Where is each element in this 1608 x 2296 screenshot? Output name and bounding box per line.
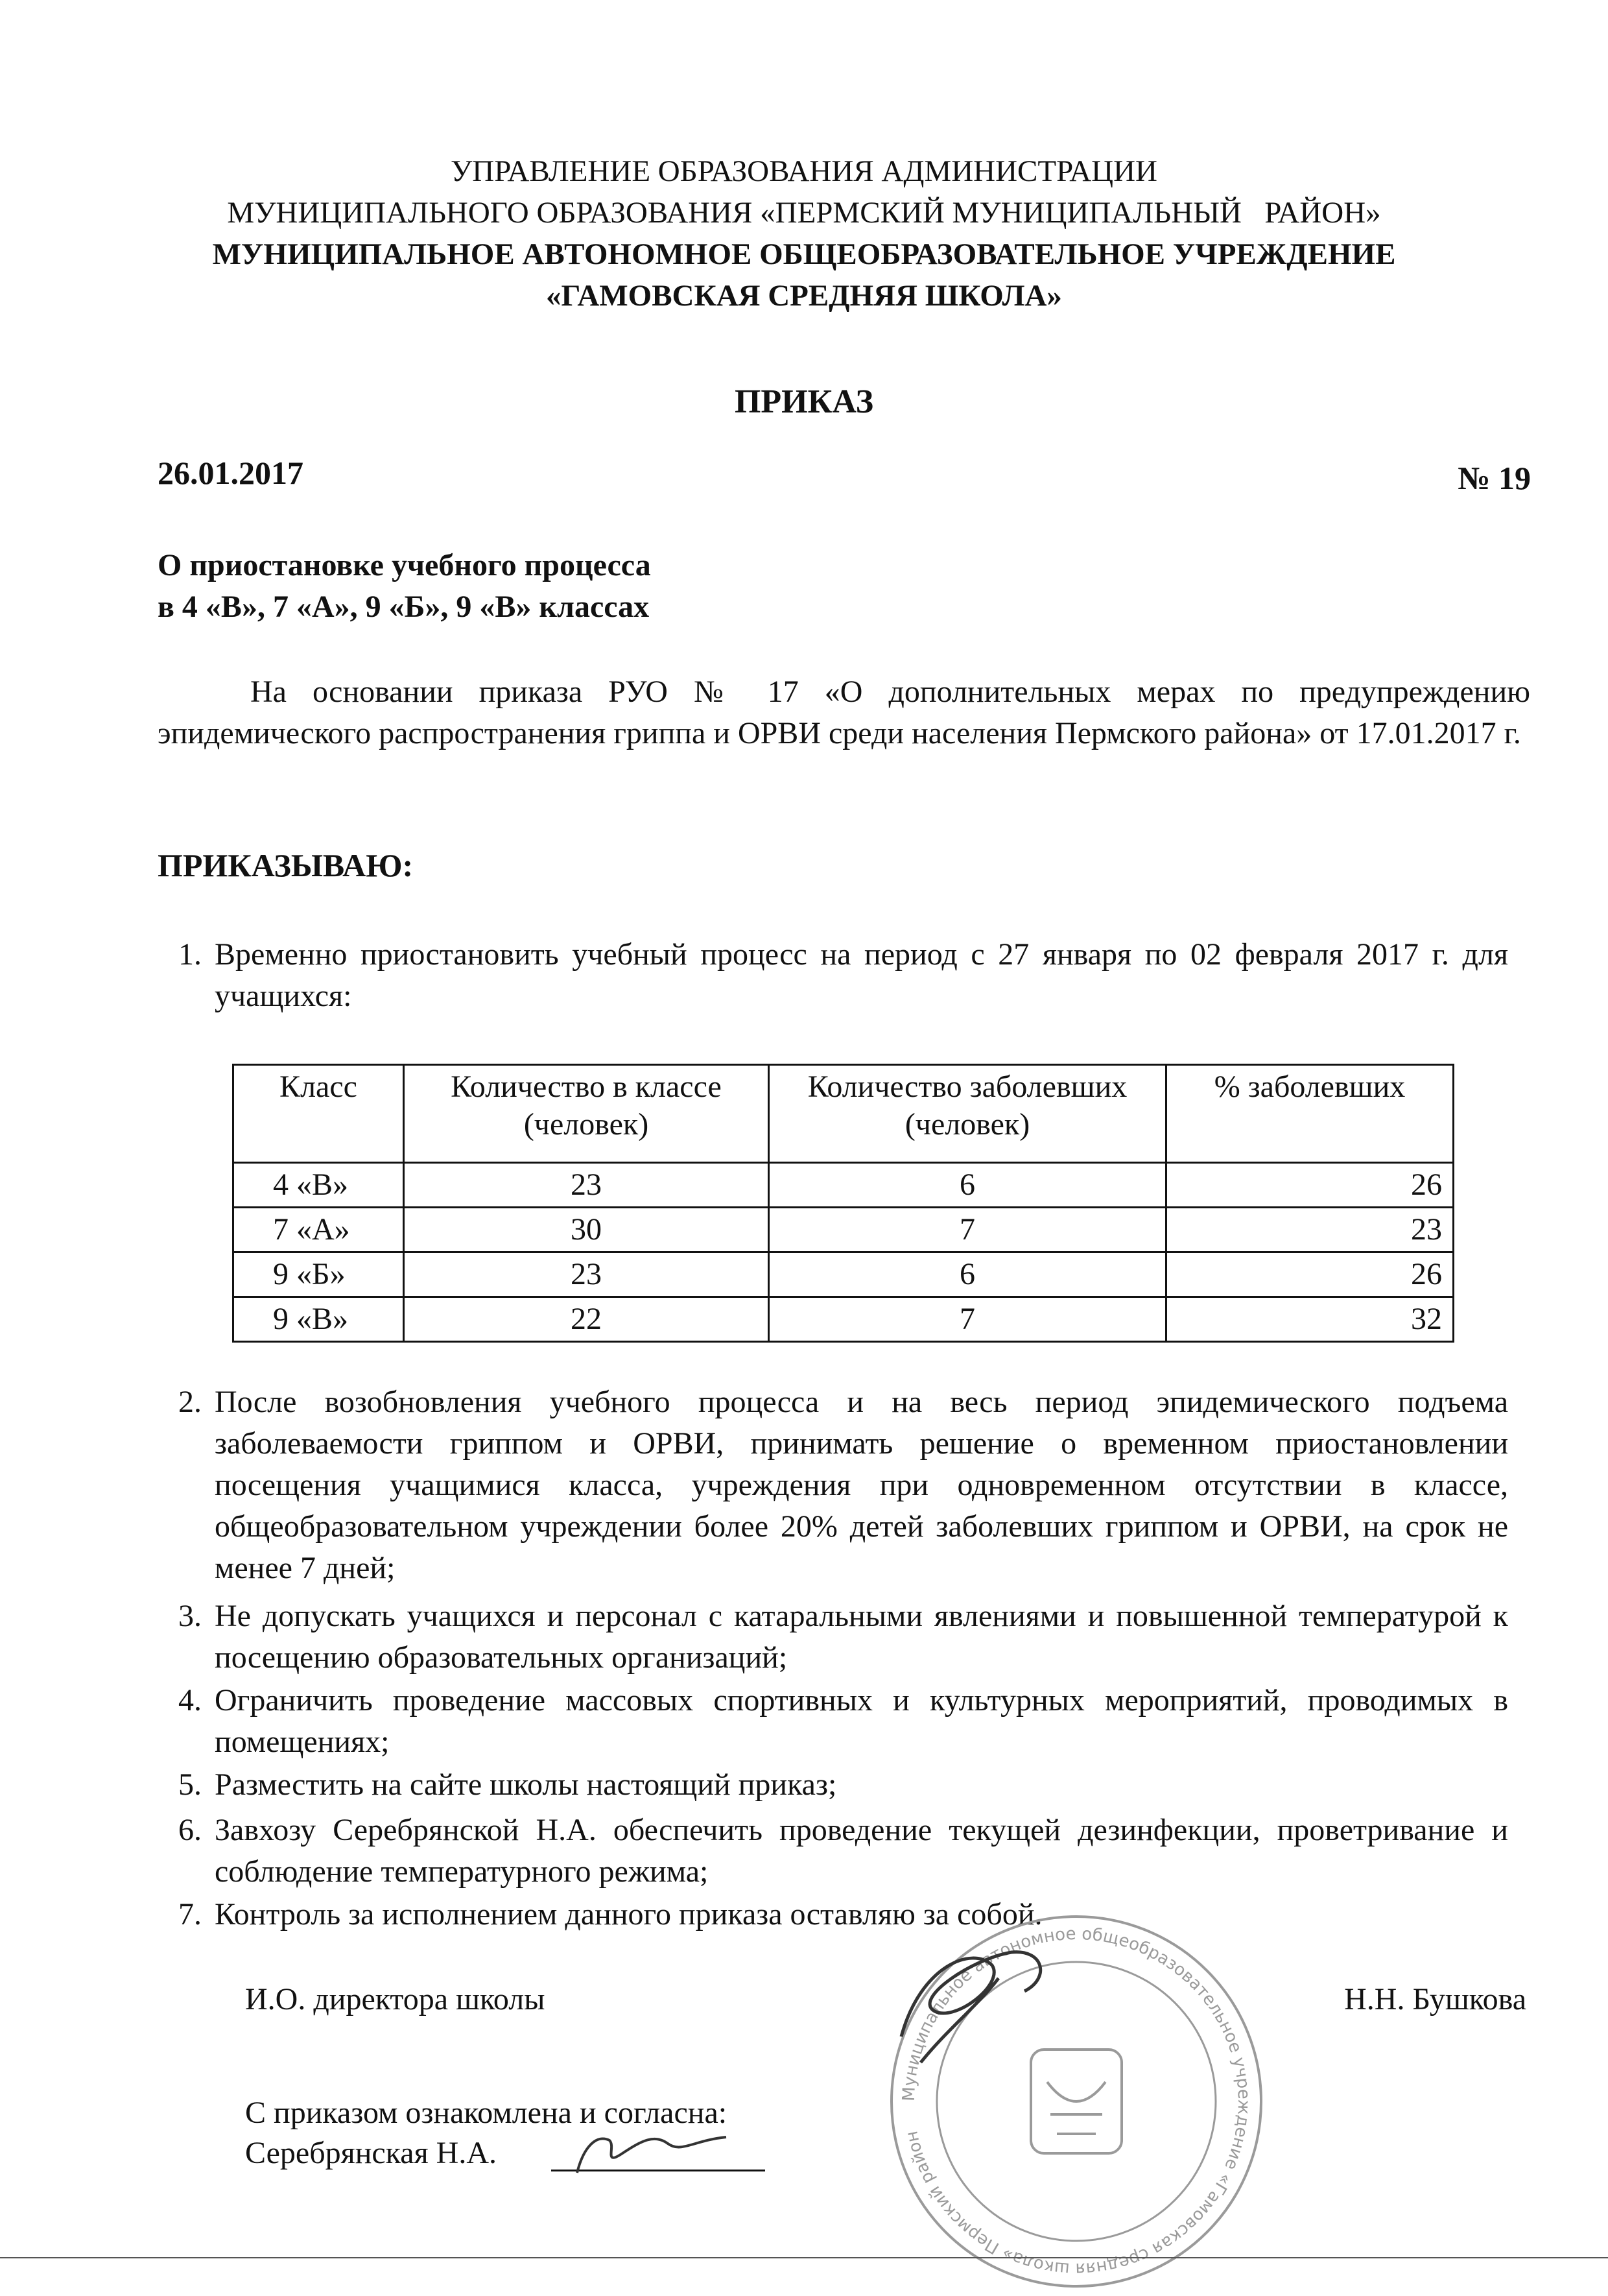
acknowledgement-name: Серебрянская Н.А. <box>245 2136 497 2170</box>
table-cell: 7 «А» <box>233 1208 404 1252</box>
list-item-text: Завхозу Серебрянской Н.А. обеспечить проведение текущей дезинфекции, проветривание и соблюдение температурного режима; <box>215 1813 1508 1889</box>
subject-line-1: О приостановке учебного процесса <box>158 548 651 582</box>
subject-line-2: в 4 «В», 7 «А», 9 «Б», 9 «В» классах <box>158 590 650 624</box>
acknowledgement-signature <box>571 2121 739 2179</box>
table-header-cell: Класс <box>233 1065 404 1163</box>
table-cell: 6 <box>769 1163 1166 1208</box>
table-cell: 9 «В» <box>233 1297 404 1342</box>
header-line-2: МУНИЦИПАЛЬНОГО ОБРАЗОВАНИЯ «ПЕРМСКИЙ МУНИЦИПАЛЬНЫЙ РАЙОН» <box>227 196 1381 230</box>
organization-header <box>0 150 1608 317</box>
list-item-text: Контроль за исполнением данного приказа оставляю за собой. <box>215 1897 1043 1931</box>
order-number: № 19 <box>1458 460 1531 496</box>
header-line-1: УПРАВЛЕНИЕ ОБРАЗОВАНИЯ АДМИНИСТРАЦИИ <box>451 154 1157 188</box>
list-item-number: 6. <box>178 1813 202 1847</box>
table-cell: 26 <box>1166 1163 1454 1208</box>
table-row <box>233 1163 1454 1208</box>
table-header-cell: Количество в классе (человек) <box>404 1065 769 1163</box>
acknowledgement-text: С приказом ознакомлена и согласна: <box>245 2096 727 2130</box>
list-item-number: 5. <box>178 1767 202 1802</box>
table-row <box>233 1208 1454 1252</box>
order-date: 26.01.2017 <box>158 455 303 491</box>
order-word: ПРИКАЗЫВАЮ: <box>158 847 414 883</box>
order-basis: На основании приказа РУО № 17 «О дополнительных мерах по предупреждению эпидемического распространения гриппа и ОРВИ среди населения Пермского района» от 17.01.2017 г. <box>158 675 1530 750</box>
list-item-text: Разместить на сайте школы настоящий приказ; <box>215 1767 837 1802</box>
table-cell: 26 <box>1166 1252 1454 1297</box>
list-item-text: Временно приостановить учебный процесс на период с 27 января по 02 февраля 2017 г. для учащихся: <box>215 937 1508 1013</box>
table-cell: 22 <box>404 1297 769 1342</box>
table-cell: 6 <box>769 1252 1166 1297</box>
list-item-text: Не допускать учащихся и персонал с катаральными явлениями и повышенной температурой к посещению образовательных организаций; <box>215 1599 1508 1675</box>
table-cell: 4 «В» <box>233 1163 404 1208</box>
table-cell: 7 <box>769 1208 1166 1252</box>
header-line-3: МУНИЦИПАЛЬНОЕ АВТОНОМНОЕ ОБЩЕОБРАЗОВАТЕЛЬНОЕ УЧРЕЖДЕНИЕ <box>212 237 1396 271</box>
table-cell: 30 <box>404 1208 769 1252</box>
table-cell: 23 <box>1166 1208 1454 1252</box>
list-item-number: 3. <box>178 1599 202 1633</box>
list-item-number: 1. <box>178 937 202 972</box>
table-cell: 23 <box>404 1163 769 1208</box>
order-subject <box>158 545 651 628</box>
stamp-ring-text: Муниципальное автономное общеобразовательное учреждение «Гамовская средняя школа» Пермский район <box>899 1924 1254 2279</box>
header-line-4: «ГАМОВСКАЯ СРЕДНЯЯ ШКОЛА» <box>546 279 1062 313</box>
page-bottom-rule <box>0 2257 1608 2258</box>
list-item-number: 7. <box>178 1897 202 1931</box>
table-cell: 7 <box>769 1297 1166 1342</box>
list-item-text: После возобновления учебного процесса и на весь период эпидемического подъема заболеваемости гриппом и ОРВИ, принимать решение о временном приостановлении посещения учащимися класса, учреждения при одновременном отсутствии в классе, общеобразовательном учреждении более 20% детей заболевших гриппом и ОРВИ, на срок не менее 7 дней; <box>215 1385 1508 1585</box>
signatory-name: Н.Н. Бушкова <box>1344 1982 1526 2016</box>
table-row <box>233 1252 1454 1297</box>
table-header-cell: Количество заболевших (человек) <box>769 1065 1166 1163</box>
document-type: ПРИКАЗ <box>734 383 874 420</box>
table-header-row <box>233 1065 1454 1163</box>
table-header-cell: % заболевших <box>1166 1065 1454 1163</box>
table-cell: 32 <box>1166 1297 1454 1342</box>
sick-students-table <box>232 1064 1454 1343</box>
list-item-number: 2. <box>178 1385 202 1419</box>
list-item-text: Ограничить проведение массовых спортивных и культурных мероприятий, проводимых в помещениях; <box>215 1683 1508 1759</box>
table-row <box>233 1297 1454 1342</box>
signatory-position: И.О. директора школы <box>245 1982 545 2016</box>
table-cell: 9 «Б» <box>233 1252 404 1297</box>
list-item-number: 4. <box>178 1683 202 1717</box>
table-cell: 23 <box>404 1252 769 1297</box>
director-signature <box>895 1939 1063 2069</box>
